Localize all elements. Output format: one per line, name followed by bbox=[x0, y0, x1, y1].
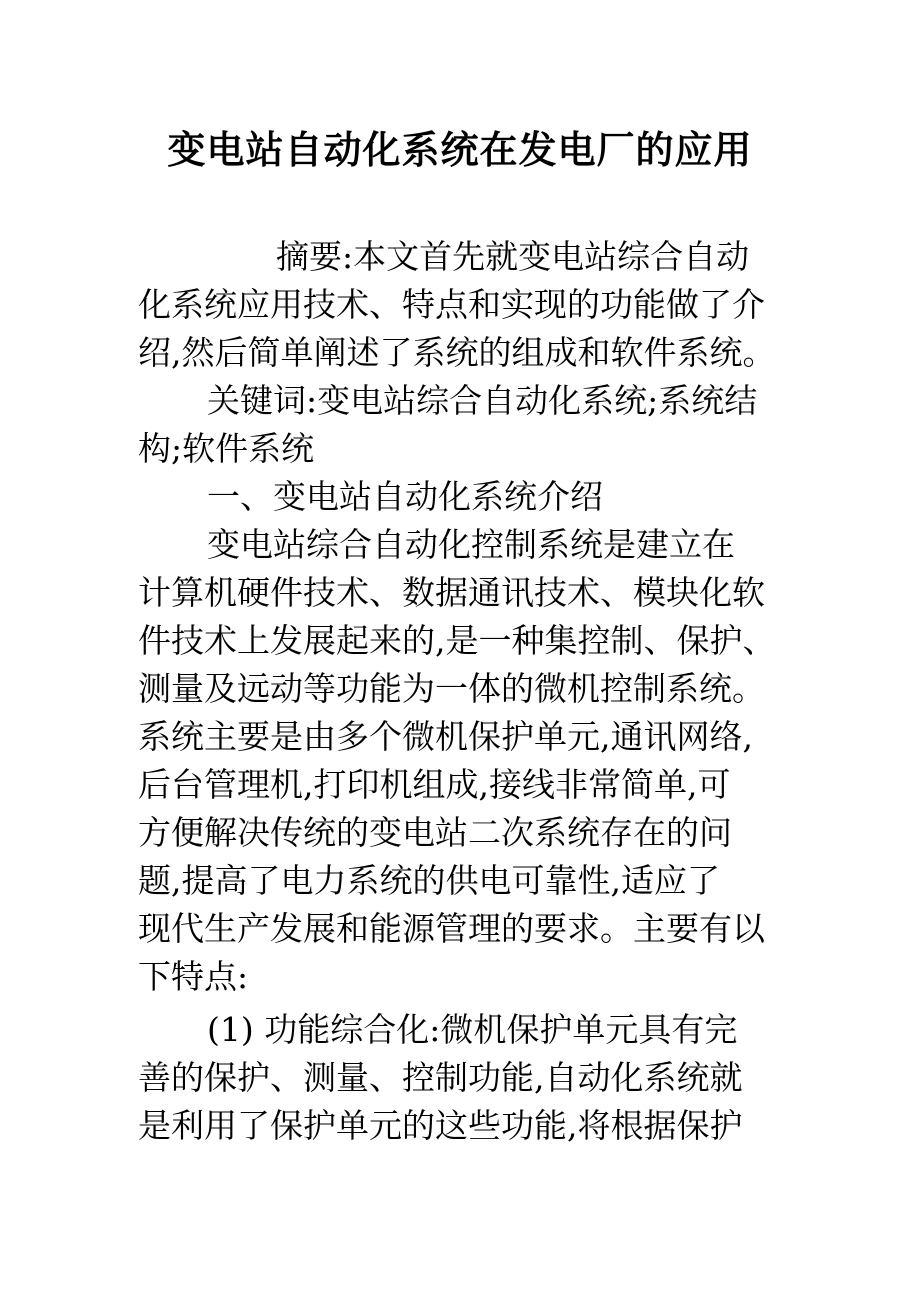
abstract-line-1: 摘要:本文首先就变电站综合自动 bbox=[276, 237, 750, 276]
keywords-line-1: 关键词:变电站综合自动化系统;系统结 bbox=[207, 381, 758, 420]
abstract-line-2: 化系统应用技术、特点和实现的功能做了介 bbox=[138, 285, 765, 324]
section-heading: 一、变电站自动化系统介绍 bbox=[207, 477, 603, 516]
body-line-4: 测量及远动等功能为一体的微机控制系统。 bbox=[138, 669, 765, 708]
document-title: 变电站自动化系统在发电厂的应用 bbox=[167, 127, 753, 172]
body-line-9: 现代生产发展和能源管理的要求。主要有以 bbox=[138, 909, 765, 948]
keywords-line-2: 构;软件系统 bbox=[138, 429, 315, 468]
body-line-7: 方便解决传统的变电站二次系统存在的问 bbox=[138, 813, 732, 852]
feature-line-3: 是利用了保护单元的这些功能,将根据保护 bbox=[138, 1106, 743, 1145]
body-line-5: 系统主要是由多个微机保护单元,通讯网络, bbox=[138, 717, 753, 756]
body-line-3: 件技术上发展起来的,是一种集控制、保护、 bbox=[138, 621, 776, 660]
abstract-line-3: 绍,然后简单阐述了系统的组成和软件系统。 bbox=[138, 333, 776, 372]
feature-line-1: (1) 功能综合化:微机保护单元具有完 bbox=[207, 1010, 738, 1049]
body-line-10: 下特点: bbox=[138, 957, 249, 996]
body-line-6: 后台管理机,打印机组成,接线非常简单,可 bbox=[138, 765, 731, 804]
body-line-8: 题,提高了电力系统的供电可靠性,适应了 bbox=[138, 861, 720, 900]
body-line-2: 计算机硬件技术、数据通讯技术、模块化软 bbox=[138, 573, 765, 612]
body-line-1: 变电站综合自动化控制系统是建立在 bbox=[207, 525, 735, 564]
feature-line-2: 善的保护、测量、控制功能,自动化系统就 bbox=[138, 1058, 743, 1097]
